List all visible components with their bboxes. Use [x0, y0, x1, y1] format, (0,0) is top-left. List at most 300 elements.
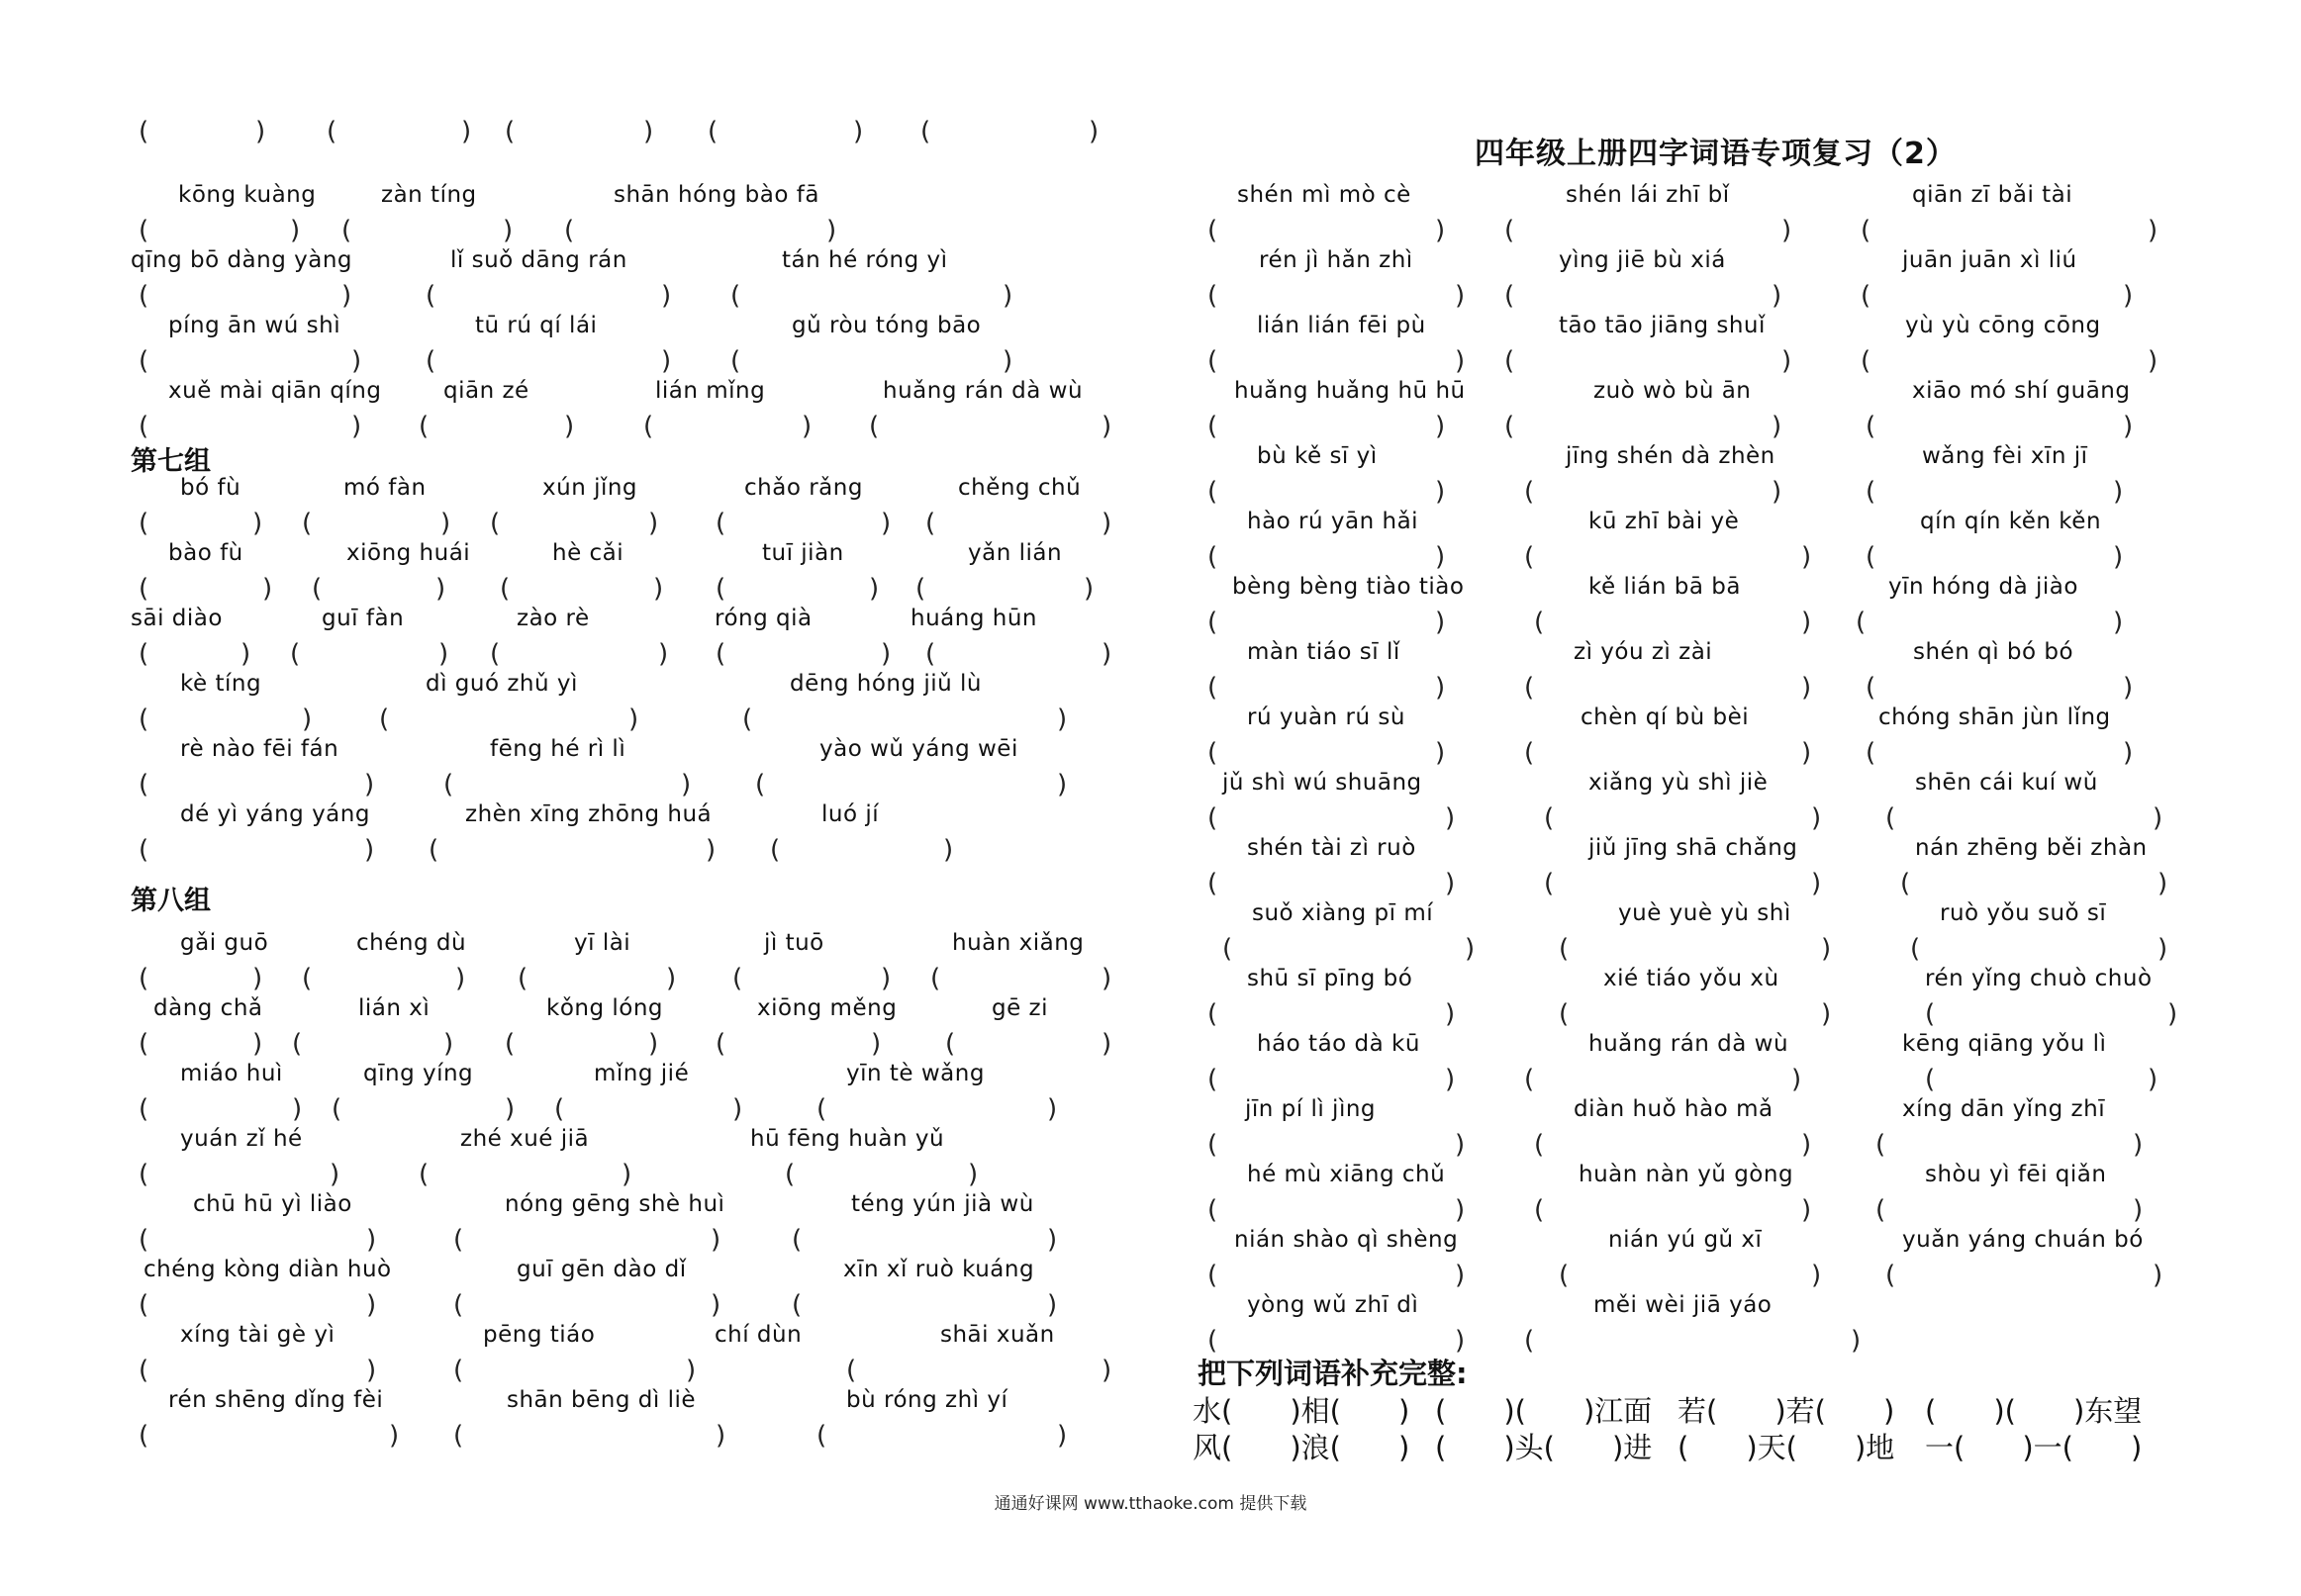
answer-blank-close: )	[1772, 477, 1782, 507]
answer-blank-open: (	[1900, 869, 1911, 898]
answer-blank-close: )	[2153, 1261, 2163, 1290]
pinyin-word: chèn qí bù bèi	[1581, 704, 1750, 730]
answer-blank-close: )	[564, 412, 575, 441]
answer-blank-close: )	[1435, 412, 1446, 441]
answer-blank-open: (	[139, 964, 149, 993]
answer-blank-open: (	[453, 1356, 464, 1385]
answer-blank-close: )	[1435, 477, 1446, 507]
pinyin-word: gǔ ròu tóng bāo	[792, 313, 982, 338]
pinyin-word: huǎng rán dà wù	[1588, 1031, 1789, 1057]
answer-blank-open: (	[716, 574, 726, 604]
answer-blank-open: (	[785, 1160, 796, 1189]
answer-blank-close: )	[1781, 346, 1792, 376]
answer-blank-open: (	[1524, 1065, 1535, 1094]
answer-blank-close: )	[648, 1029, 659, 1059]
pinyin-word: yuè yuè yù shì	[1618, 900, 1791, 926]
pinyin-word: shén qì bó bó	[1913, 639, 2074, 665]
answer-blank-close: )	[716, 1421, 726, 1451]
pinyin-word: zhèn xīng zhōng huá	[465, 801, 713, 827]
pinyin-word: píng ān wú shì	[168, 313, 341, 338]
answer-blank-open: (	[816, 1094, 827, 1124]
answer-blank-open: (	[1504, 412, 1515, 441]
answer-blank-close: )	[1455, 1326, 1466, 1356]
pinyin-word: bù kě sī yì	[1257, 443, 1378, 469]
answer-blank-close: )	[1801, 608, 1812, 637]
answer-blank-close: )	[658, 639, 669, 669]
answer-blank-open: (	[292, 1029, 303, 1059]
pinyin-word: xiōng měng	[757, 995, 898, 1021]
pinyin-word: lián mǐng	[655, 378, 766, 404]
answer-blank-close: )	[1811, 869, 1822, 898]
pinyin-word: gǎi guō	[180, 930, 269, 956]
answer-blank-open: (	[490, 639, 501, 669]
pinyin-word: hū fēng huàn yǔ	[750, 1126, 945, 1152]
answer-blank-open: (	[419, 412, 430, 441]
pinyin-word: mó fàn	[343, 475, 427, 501]
answer-blank-close: )	[2113, 477, 2124, 507]
answer-blank-open: (	[1207, 216, 1218, 245]
answer-blank-close: )	[1821, 999, 1832, 1029]
answer-blank-close: )	[943, 835, 954, 865]
pinyin-word: xīn xǐ ruò kuáng	[843, 1257, 1035, 1282]
answer-blank-open: (	[1207, 673, 1218, 703]
answer-blank-close: )	[869, 574, 880, 604]
answer-blank-open: (	[755, 770, 766, 799]
answer-blank-open: (	[1875, 1130, 1886, 1160]
group7-title: 第七组	[131, 446, 211, 477]
pinyin-word: nóng gēng shè huì	[505, 1191, 725, 1217]
answer-blank-open: (	[925, 509, 936, 538]
pinyin-word: yòng wǔ zhī dì	[1247, 1292, 1419, 1318]
answer-blank-close: )	[302, 704, 313, 734]
answer-blank-close: )	[681, 770, 692, 799]
answer-blank-open: (	[945, 1029, 956, 1059]
answer-blank-close: )	[240, 639, 251, 669]
answer-blank-close: )	[1801, 1130, 1812, 1160]
answer-blank-close: )	[686, 1356, 697, 1385]
pinyin-word: xié tiáo yǒu xù	[1603, 966, 1779, 991]
answer-blank-close: )	[1084, 574, 1095, 604]
pinyin-word: kū zhī bài yè	[1588, 509, 1740, 534]
answer-blank-close: )	[2167, 999, 2178, 1029]
answer-blank-open: (	[1524, 738, 1535, 768]
pinyin-word: chǎo rǎng	[744, 475, 863, 501]
answer-blank-close: )	[1781, 216, 1792, 245]
pinyin-word: diàn huǒ hào mǎ	[1574, 1096, 1774, 1122]
pinyin-word: hé mù xiāng chǔ	[1247, 1162, 1446, 1187]
pinyin-word: fēng hé rì lì	[490, 736, 626, 762]
answer-blank-open: (	[792, 1290, 803, 1320]
answer-blank-close: )	[1047, 1290, 1058, 1320]
page-title: 四年级上册四字词语专项复习（2）	[1475, 137, 1957, 171]
pinyin-word: huàn nàn yǔ gòng	[1579, 1162, 1794, 1187]
answer-blank-close: )	[461, 117, 472, 146]
pinyin-word: jīn pí lì jìng	[1245, 1096, 1377, 1122]
answer-blank-close: )	[1455, 1195, 1466, 1225]
pinyin-word: zuò wò bù ān	[1593, 378, 1752, 404]
answer-blank-close: )	[643, 117, 654, 146]
answer-blank-close: )	[2113, 608, 2124, 637]
answer-blank-close: )	[853, 117, 864, 146]
answer-blank-close: )	[2153, 803, 2163, 833]
fill-item: ( )( )江面	[1435, 1394, 1653, 1428]
answer-blank-open: (	[1861, 346, 1871, 376]
answer-blank-close: )	[290, 216, 301, 245]
pinyin-word: shān bēng dì liè	[507, 1387, 697, 1413]
answer-blank-close: )	[1435, 608, 1446, 637]
answer-blank-open: (	[1866, 738, 1876, 768]
answer-blank-open: (	[1207, 1065, 1218, 1094]
answer-blank-open: (	[505, 1029, 516, 1059]
answer-blank-close: )	[1102, 639, 1112, 669]
answer-blank-close: )	[341, 281, 352, 311]
answer-blank-close: )	[711, 1290, 721, 1320]
group8-title: 第八组	[131, 886, 211, 916]
answer-blank-open: (	[139, 639, 149, 669]
answer-blank-open: (	[379, 704, 390, 734]
answer-blank-close: )	[366, 1290, 377, 1320]
answer-blank-close: )	[1435, 542, 1446, 572]
fill-item: ( )头( )进	[1435, 1431, 1653, 1464]
answer-blank-close: )	[1455, 346, 1466, 376]
answer-blank-open: (	[915, 574, 926, 604]
pinyin-word: chí dùn	[715, 1322, 803, 1348]
answer-blank-open: (	[1885, 1261, 1896, 1290]
answer-blank-open: (	[816, 1421, 827, 1451]
answer-blank-open: (	[792, 1225, 803, 1255]
answer-blank-open: (	[1207, 1130, 1218, 1160]
answer-blank-open: (	[419, 1160, 430, 1189]
answer-blank-open: (	[1866, 477, 1876, 507]
answer-blank-close: )	[871, 1029, 882, 1059]
answer-blank-close: )	[1047, 1225, 1058, 1255]
answer-blank-close: )	[802, 412, 813, 441]
pinyin-word: kōng kuàng	[178, 182, 317, 208]
answer-blank-close: )	[881, 964, 892, 993]
answer-blank-close: )	[711, 1225, 721, 1255]
pinyin-word: ruò yǒu suǒ sī	[1940, 900, 2107, 926]
pinyin-word: téng yún jià wù	[851, 1191, 1034, 1217]
pinyin-word: dé yì yáng yáng	[180, 801, 370, 827]
pinyin-word: yào wǔ yáng wēi	[819, 736, 1018, 762]
pinyin-word: rén shēng dǐng fèi	[168, 1387, 384, 1413]
answer-blank-open: (	[564, 216, 575, 245]
pinyin-word: guī fàn	[322, 606, 405, 631]
answer-blank-close: )	[1791, 1065, 1802, 1094]
pinyin-word: háo táo dà kū	[1257, 1031, 1420, 1057]
answer-blank-close: )	[1057, 770, 1068, 799]
answer-blank-close: )	[1801, 738, 1812, 768]
answer-blank-open: (	[505, 117, 516, 146]
fill-item: 若( )若( )	[1678, 1394, 1895, 1428]
answer-blank-close: )	[292, 1094, 303, 1124]
pinyin-word: xíng dān yǐng zhī	[1902, 1096, 2106, 1122]
answer-blank-open: (	[500, 574, 511, 604]
answer-blank-open: (	[1534, 608, 1545, 637]
pinyin-word: kè tíng	[180, 671, 262, 697]
answer-blank-open: (	[1207, 1195, 1218, 1225]
answer-blank-open: (	[554, 1094, 565, 1124]
fill-item: 风( )浪( )	[1193, 1431, 1410, 1464]
answer-blank-open: (	[1559, 1261, 1570, 1290]
pinyin-word: sāi diào	[131, 606, 223, 631]
answer-blank-open: (	[426, 281, 436, 311]
answer-blank-open: (	[312, 574, 323, 604]
answer-blank-close: )	[1811, 1261, 1822, 1290]
answer-blank-close: )	[2133, 1130, 2144, 1160]
answer-blank-open: (	[1524, 477, 1535, 507]
pinyin-word: xiǎng yù shì jiè	[1588, 770, 1769, 796]
answer-blank-close: )	[351, 412, 362, 441]
pinyin-word: tū rú qí lái	[475, 313, 598, 338]
pinyin-word: shān hóng bào fā	[614, 182, 819, 208]
pinyin-word: chéng dù	[356, 930, 467, 956]
answer-blank-open: (	[1910, 934, 1921, 964]
answer-blank-open: (	[139, 117, 149, 146]
pinyin-word: wǎng fèi xīn jī	[1922, 443, 2088, 469]
answer-blank-close: )	[1445, 803, 1456, 833]
pinyin-word: qín qín kěn kěn	[1920, 509, 2102, 534]
pinyin-word: jiǔ jīng shā chǎng	[1588, 835, 1798, 861]
answer-blank-close: )	[1851, 1326, 1862, 1356]
pinyin-word: bù róng zhì yí	[846, 1387, 1008, 1413]
pinyin-word: yìng jiē bù xiá	[1559, 247, 1726, 273]
answer-blank-close: )	[1821, 934, 1832, 964]
answer-blank-close: )	[330, 1160, 340, 1189]
pinyin-word: shāi xuǎn	[940, 1322, 1055, 1348]
answer-blank-open: (	[139, 704, 149, 734]
answer-blank-open: (	[732, 964, 743, 993]
pinyin-word: nián yú gǔ xī	[1608, 1227, 1763, 1253]
answer-blank-open: (	[490, 509, 501, 538]
answer-blank-open: (	[1207, 346, 1218, 376]
answer-blank-open: (	[139, 1421, 149, 1451]
answer-blank-close: )	[389, 1421, 400, 1451]
answer-blank-open: (	[643, 412, 654, 441]
pinyin-word: tuī jiàn	[762, 540, 844, 566]
answer-blank-close: )	[1435, 216, 1446, 245]
pinyin-word: shū sī pīng bó	[1247, 966, 1413, 991]
answer-blank-open: (	[1504, 346, 1515, 376]
answer-blank-close: )	[968, 1160, 979, 1189]
pinyin-word: lián lián fēi pù	[1257, 313, 1426, 338]
pinyin-word: kēng qiāng yǒu lì	[1902, 1031, 2107, 1057]
answer-blank-open: (	[920, 117, 931, 146]
answer-blank-open: (	[1534, 1130, 1545, 1160]
pinyin-word: xún jǐng	[542, 475, 638, 501]
answer-blank-close: )	[826, 216, 837, 245]
answer-blank-open: (	[1866, 673, 1876, 703]
pinyin-word: shòu yì fēi qiǎn	[1925, 1162, 2107, 1187]
pinyin-word: yù yù cōng cōng	[1905, 313, 2101, 338]
pinyin-word: rén yǐng chuò chuò	[1925, 966, 2153, 991]
answer-blank-close: )	[653, 574, 664, 604]
answer-blank-close: )	[2148, 346, 2158, 376]
pinyin-word: xiāo mó shí guāng	[1912, 378, 2131, 404]
pinyin-word: kě lián bā bā	[1588, 574, 1741, 600]
pinyin-word: dàng chǎ	[153, 995, 263, 1021]
pinyin-word: shēn cái kuí wǔ	[1915, 770, 2098, 796]
answer-blank-close: )	[1089, 117, 1100, 146]
answer-blank-open: (	[1207, 477, 1218, 507]
answer-blank-open: (	[429, 835, 439, 865]
pinyin-word: chóng shān jùn lǐng	[1878, 704, 2111, 730]
answer-blank-open: (	[1207, 608, 1218, 637]
pinyin-word: nián shào qì shèng	[1234, 1227, 1459, 1253]
answer-blank-open: (	[139, 1160, 149, 1189]
pinyin-word: guī gēn dào dǐ	[517, 1257, 687, 1282]
answer-blank-open: (	[139, 1029, 149, 1059]
answer-blank-open: (	[139, 281, 149, 311]
answer-blank-open: (	[930, 964, 941, 993]
answer-blank-close: )	[2123, 738, 2134, 768]
pinyin-word: qīng yíng	[363, 1061, 474, 1086]
pinyin-word: dēng hóng jiǔ lù	[790, 671, 983, 697]
answer-blank-open: (	[925, 639, 936, 669]
pinyin-word: miáo huì	[180, 1061, 283, 1086]
answer-blank-close: )	[1445, 1065, 1456, 1094]
pinyin-word: yǎn lián	[968, 540, 1063, 566]
answer-blank-close: )	[1445, 999, 1456, 1029]
answer-blank-open: (	[139, 1094, 149, 1124]
footer: 通通好课网 www.tthaoke.com 提供下载	[994, 1494, 1307, 1514]
fill-item: ( )天( )地	[1678, 1431, 1895, 1464]
pinyin-word: suǒ xiàng pī mí	[1252, 900, 1434, 926]
pinyin-word: zàn tíng	[381, 182, 477, 208]
pinyin-word: yuǎn yáng chuán bó	[1902, 1227, 2144, 1253]
pinyin-word: yīn hóng dà jiào	[1888, 574, 2078, 600]
answer-blank-open: (	[1524, 542, 1535, 572]
answer-blank-open: (	[426, 346, 436, 376]
answer-blank-close: )	[648, 509, 659, 538]
pinyin-word: shén tài zì ruò	[1247, 835, 1416, 861]
answer-blank-close: )	[1003, 281, 1013, 311]
answer-blank-close: )	[2148, 216, 2158, 245]
answer-blank-open: (	[327, 117, 337, 146]
answer-blank-open: (	[1861, 281, 1871, 311]
answer-blank-close: )	[666, 964, 677, 993]
pinyin-word: juān juān xì liú	[1902, 247, 2077, 273]
answer-blank-open: (	[846, 1356, 857, 1385]
answer-blank-close: )	[1102, 1356, 1112, 1385]
pinyin-word: jì tuō	[764, 930, 824, 956]
answer-blank-open: (	[1559, 934, 1570, 964]
answer-blank-open: (	[1544, 869, 1555, 898]
answer-blank-close: )	[661, 346, 672, 376]
pinyin-word: hào rú yān hǎi	[1247, 509, 1419, 534]
pinyin-word: huáng hūn	[911, 606, 1037, 631]
answer-blank-open: (	[730, 281, 741, 311]
answer-blank-close: )	[1057, 704, 1068, 734]
answer-blank-open: (	[1504, 281, 1515, 311]
pinyin-word: tāo tāo jiāng shuǐ	[1559, 313, 1766, 338]
answer-blank-open: (	[1207, 1261, 1218, 1290]
answer-blank-open: (	[1207, 1326, 1218, 1356]
answer-blank-close: )	[351, 346, 362, 376]
pinyin-word: dì guó zhǔ yì	[426, 671, 578, 697]
answer-blank-close: )	[503, 216, 514, 245]
answer-blank-close: )	[2113, 542, 2124, 572]
pinyin-word: zào rè	[517, 606, 590, 631]
answer-blank-open: (	[1559, 999, 1570, 1029]
answer-blank-open: (	[139, 1225, 149, 1255]
answer-blank-close: )	[1047, 1094, 1058, 1124]
answer-blank-close: )	[622, 1160, 632, 1189]
answer-blank-open: (	[453, 1225, 464, 1255]
answer-blank-open: (	[139, 770, 149, 799]
pinyin-word: qiān zī bǎi tài	[1912, 182, 2073, 208]
pinyin-word: róng qià	[715, 606, 813, 631]
answer-blank-open: (	[139, 835, 149, 865]
pinyin-word: zì yóu zì zài	[1574, 639, 1713, 665]
fill-item: ( )( )东望	[1925, 1394, 2143, 1428]
answer-blank-close: )	[628, 704, 639, 734]
answer-blank-open: (	[1544, 803, 1555, 833]
answer-blank-close: )	[435, 574, 446, 604]
answer-blank-open: (	[139, 509, 149, 538]
answer-blank-close: )	[881, 639, 892, 669]
answer-blank-open: (	[1861, 216, 1871, 245]
answer-blank-open: (	[1866, 542, 1876, 572]
answer-blank-close: )	[1801, 1195, 1812, 1225]
answer-blank-close: )	[455, 964, 466, 993]
answer-blank-close: )	[661, 281, 672, 311]
answer-blank-open: (	[341, 216, 352, 245]
answer-blank-close: )	[2123, 281, 2134, 311]
pinyin-word: yīn tè wǎng	[846, 1061, 985, 1086]
answer-blank-close: )	[1455, 1130, 1466, 1160]
answer-blank-open: (	[1925, 1065, 1936, 1094]
pinyin-word: lǐ suǒ dāng rán	[450, 247, 627, 273]
answer-blank-open: (	[139, 574, 149, 604]
answer-blank-close: )	[252, 509, 263, 538]
pinyin-word: jīng shén dà zhèn	[1566, 443, 1775, 469]
answer-blank-close: )	[252, 964, 263, 993]
answer-blank-close: )	[364, 835, 375, 865]
answer-blank-open: (	[139, 216, 149, 245]
answer-blank-open: (	[139, 1356, 149, 1385]
answer-blank-close: )	[1772, 281, 1782, 311]
pinyin-word: huǎng rán dà wù	[883, 378, 1084, 404]
answer-blank-close: )	[2157, 934, 2168, 964]
answer-blank-open: (	[139, 412, 149, 441]
pinyin-word: lián xì	[358, 995, 431, 1021]
pinyin-word: tán hé róng yì	[782, 247, 948, 273]
answer-blank-open: (	[716, 1029, 726, 1059]
pinyin-word: yī lài	[574, 930, 631, 956]
pinyin-word: xiōng huái	[346, 540, 471, 566]
answer-blank-open: (	[1207, 803, 1218, 833]
answer-blank-open: (	[716, 509, 726, 538]
answer-blank-open: (	[302, 509, 313, 538]
answer-blank-close: )	[732, 1094, 743, 1124]
fill-section-title: 把下列词语补充完整:	[1198, 1357, 1468, 1390]
answer-blank-close: )	[1102, 412, 1112, 441]
pinyin-word: gē zi	[992, 995, 1049, 1021]
answer-blank-open: (	[139, 346, 149, 376]
pinyin-word: rén jì hǎn zhì	[1259, 247, 1413, 273]
answer-blank-open: (	[730, 346, 741, 376]
pinyin-word: hè cǎi	[552, 540, 624, 566]
answer-blank-open: (	[1207, 412, 1218, 441]
answer-blank-open: (	[453, 1290, 464, 1320]
answer-blank-open: (	[1534, 1195, 1545, 1225]
answer-blank-close: )	[1102, 509, 1112, 538]
answer-blank-close: )	[2148, 1065, 2158, 1094]
pinyin-word: chū hū yì liào	[193, 1191, 352, 1217]
answer-blank-close: )	[881, 509, 892, 538]
answer-blank-open: (	[332, 1094, 342, 1124]
